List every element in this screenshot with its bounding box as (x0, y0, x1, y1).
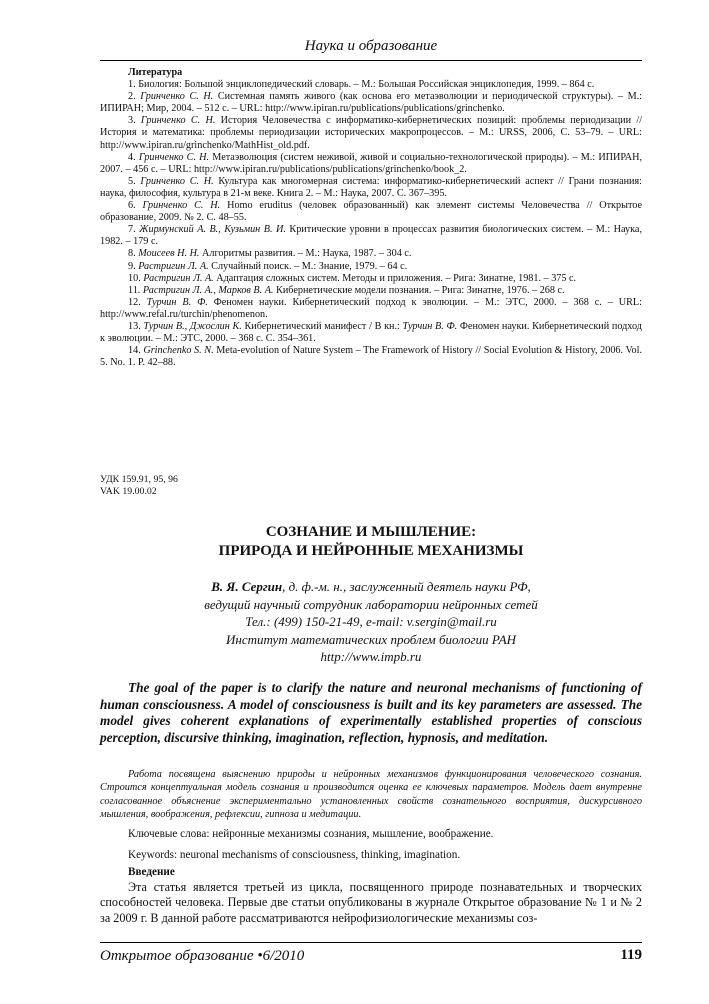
reference-text: Биология: Большой энциклопедический словарь. – М.: Большая Российская энциклопедия, 1999. – 864 с. (138, 79, 595, 91)
vak-code: VAK 19.00.02 (100, 486, 157, 497)
author-position: ведущий научный сотрудник лаборатории нейронных сетей (204, 596, 538, 612)
reference-author: Гринченко С. Н. (140, 115, 216, 127)
title-line-1: СОЗНАНИЕ И МЫШЛЕНИЕ: (265, 524, 477, 540)
reference-item (100, 152, 642, 176)
intro-heading: Введение (128, 866, 175, 878)
reference-number: 13. (128, 320, 141, 332)
author-block (100, 578, 642, 666)
reference-text: Феномен науки. Кибернетический подход к эволюции. – М.: ЭТС, 2000. – 368 с. – URL: http://www.refal.ru/turchin/phenomenon. (100, 296, 642, 320)
page-number: 119 (620, 947, 642, 963)
author-degrees: , д. ф.-м. н., заслуженный деятель науки РФ, (282, 579, 531, 594)
header-rule (100, 60, 642, 61)
reference-author: Растригин Л. А., Марков В. А. (142, 284, 274, 296)
reference-number: 3. (128, 115, 136, 127)
reference-number: 2. (128, 91, 136, 103)
reference-number: 6. (128, 200, 136, 212)
reference-author: Гринченко С. Н. (140, 175, 214, 187)
reference-author: Гринченко С. Н. (138, 151, 210, 163)
references-list (100, 79, 642, 369)
reference-item (100, 200, 642, 224)
reference-author: Турчин В. Ф. (402, 320, 458, 332)
author-contacts: Тел.: (499) 150-21-49, e-mail: v.sergin@mail.ru (245, 614, 497, 629)
intro-text: Эта статья является третьей из цикла, посвященного природе познавательных и творческих способностей человека. Первые две статьи опубликованы в журнале Открытое образование № 1 и № 2 за 2009 г. В данной работе рассматриваются нейрофизиологические механизмы соз- (100, 880, 642, 925)
keywords-english: Keywords: neuronal mechanisms of consciousness, thinking, imagination. (128, 849, 461, 861)
reference-author: Турчин В. Ф. (146, 296, 208, 308)
author-name: В. Я. Сергин (211, 579, 283, 594)
reference-item (100, 91, 642, 115)
reference-author: Растригин Л. А. (138, 260, 209, 272)
reference-text: Homo eruditus (человек образованный) как элемент системы Человечества // Открытое образование, 2009. № 2. С. 48–55. (100, 200, 642, 224)
reference-number: 14. (128, 345, 141, 357)
reference-author: Жирмунский А. В., Кузьмин В. И. (139, 224, 286, 236)
reference-item (100, 248, 642, 260)
reference-author: Grinchenko S. N. (143, 345, 214, 357)
reference-text: Случайный поиск. – М.: Знание, 1979. – 64 с. (208, 260, 408, 272)
reference-number: 10. (128, 272, 141, 284)
reference-item (100, 273, 642, 285)
reference-text: История Человечества с информатико-кибернетических позиций: проблемы периодизации // История и математика: проблемы периодизации исторических макропроцессов. – М.: URSS, 2006, С. 53–79. – URL: http://www.ipiran.ru/grinchenko/MathHist_old.pdf. (100, 115, 643, 151)
reference-text: Кибернетические модели познания. – Рига: Зинатне, 1976. – 268 с. (273, 284, 565, 296)
footer-journal: Открытое образование •6/2010 (100, 948, 305, 964)
reference-number: 12. (128, 296, 141, 308)
running-header: Наука и образование (304, 38, 438, 54)
reference-item (100, 297, 642, 321)
reference-item (100, 345, 642, 369)
references-heading: Литература (128, 67, 183, 78)
abstract-english: The goal of the paper is to clarify the nature and neuronal mechanisms of functioning of human consciousness. A model of consciousness is built and its key parameters are assessed. The model gives coherent explanations of experimentally established properties of conscious perception, discursive thinking, imagination, reflection, hypnosis, and meditation. (100, 680, 642, 746)
keywords-russian: Ключевые слова: нейронные механизмы сознания, мышление, воображение. (128, 828, 494, 840)
reference-text: Культура как многомерная система: информатико-кибернетический аспект // Грани познания: наука, философия, культура в 21-м веке. Книга 2. – М.: Наука, 2007. С. 367–395. (100, 175, 643, 199)
reference-text: Метаэволюция (систем неживой, живой и социально-технологической природы). – М.: ИПИРАН, 2007. – 456 с. – URL: http://www.ipiran.ru/publications/publications/grinchenko/book_2. (100, 151, 643, 175)
reference-item (100, 115, 642, 151)
reference-number: 8. (128, 248, 136, 260)
reference-author: Турчин В., Джослин К. (143, 320, 242, 332)
udk-code: УДК 159.91, 95, 96 (100, 474, 178, 485)
reference-text: Адаптация сложных систем. Методы и приложения. – Рига: Зинатне, 1981. – 375 с. (213, 272, 577, 284)
udk-block (100, 474, 178, 498)
reference-text: Феномен науки. Кибернетический подход к эволюции. – М.: ЭТС, 2000. – 368 с. С. 354–361. (100, 320, 642, 345)
reference-number: 4. (128, 151, 136, 163)
reference-author: Моисеев Н. Н. (138, 248, 200, 260)
author-line-1 (100, 578, 642, 596)
reference-item (100, 224, 642, 248)
reference-number: 9. (128, 260, 136, 272)
reference-item (100, 79, 642, 91)
reference-text: Системная память живого (как основа его метаэволюции и периодической структуры). – М.: ИПИРАН; Мир, 2004. – 512 с. – URL: http://www.ipiran.ru/publications/publications/grinchenko. (100, 91, 643, 115)
reference-text: Meta-evolution of Nature System – The Framework of History // Social Evolution & History, 2006. Vol. 5. No. 1. P. 42–88. (100, 345, 643, 369)
reference-number: 7. (128, 224, 136, 236)
references-section (100, 67, 642, 369)
reference-text: Кибернетический манифест / В кн.: (241, 320, 403, 332)
author-institute: Институт математических проблем биологии РАН (226, 631, 516, 647)
reference-item (100, 321, 642, 345)
reference-text: Алгоритмы развития. – М.: Наука, 1987. – 304 с. (199, 248, 412, 260)
institute-url[interactable]: http://www.impb.ru (320, 649, 422, 664)
footer-rule (100, 942, 642, 943)
reference-author: Растригин Л. А. (143, 272, 214, 284)
reference-number: 11. (128, 284, 141, 296)
title-line-2: ПРИРОДА И НЕЙРОННЫЕ МЕХАНИЗМЫ (218, 543, 524, 559)
reference-author: Гринченко С. Н. (140, 91, 214, 103)
reference-item (100, 261, 642, 273)
reference-item (100, 176, 642, 200)
abstract-russian: Работа посвящена выяснению природы и нейронных механизмов функционирования человеческого сознания. Строится концептуальная модель сознания и производится оценка ее ключевых параметров. Модель дает внутренне согласованное объяснение экспериментально установленных свойств сознательного восприятия, дискурсивного мышления, воображения, рефлексии, гипноза и медитации. (100, 769, 642, 820)
reference-author: Гринченко С. Н. (142, 200, 221, 212)
article-title (100, 523, 642, 561)
reference-text: Критические уровни в процессах развития биологических систем. – М.: Наука, 1982. – 179 с. (100, 224, 642, 248)
reference-number: 5. (128, 175, 136, 187)
reference-item (100, 285, 642, 297)
reference-number: 1. (128, 79, 136, 91)
